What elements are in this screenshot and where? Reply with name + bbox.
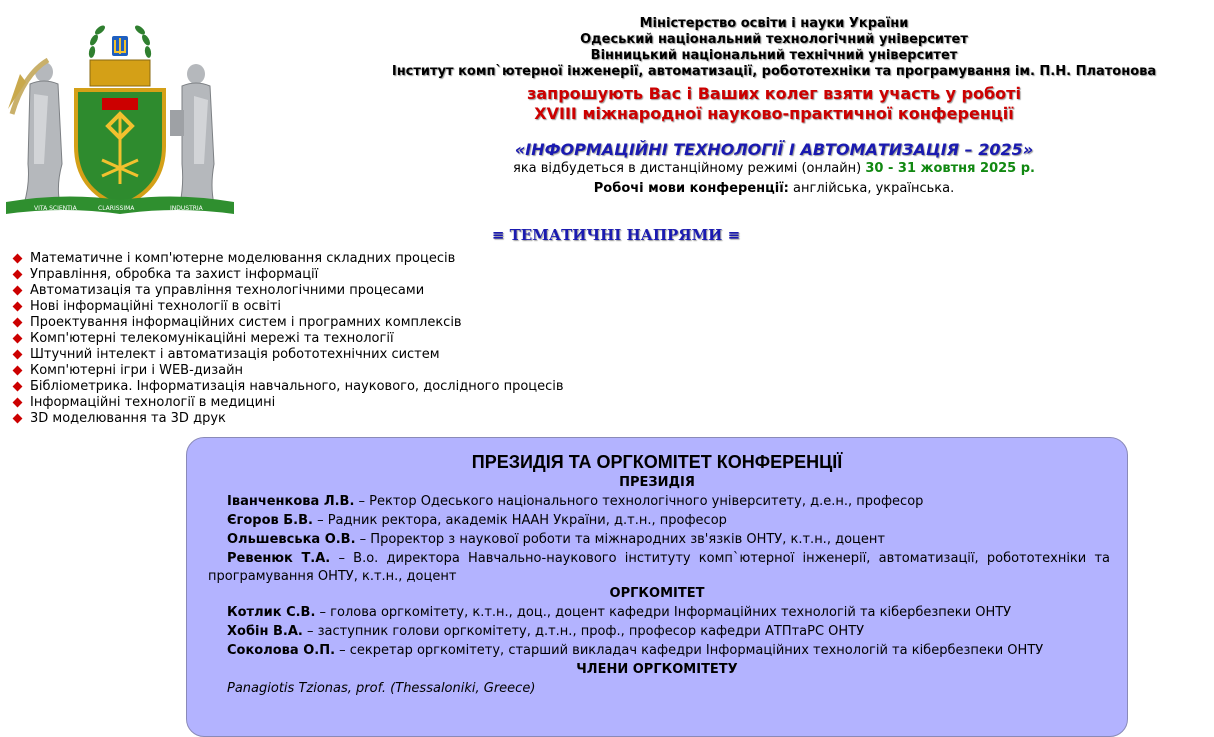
diamond-bullet-icon bbox=[13, 301, 23, 311]
ribbon-left-text: VITA SCIENTIA bbox=[34, 205, 77, 212]
list-item: Математичне і комп'ютерне моделювання складних процесів bbox=[12, 251, 564, 267]
conference-dates: 30 - 31 жовтня 2025 р. bbox=[865, 161, 1035, 176]
invite-line-1: запрошують Вас і Ваших колег взяти участь у роботі bbox=[527, 84, 1021, 103]
diamond-bullet-icon bbox=[13, 317, 23, 327]
university-emblem bbox=[4, 14, 236, 216]
orgcommittee-member: Котлик С.В. – голова оргкомітету, к.т.н., доц., доцент кафедри Інформаційних технологій та кібербезпеки ОНТУ bbox=[227, 605, 1012, 620]
org-line-ontu: Одеський національний технологічний університет bbox=[580, 32, 968, 47]
list-item: Комп'ютерні телекомунікаційні мережі та технології bbox=[12, 331, 564, 347]
trident-icon bbox=[112, 36, 128, 56]
list-item: Автоматизація та управління технологічними процесами bbox=[12, 283, 564, 299]
list-item: Проектування інформаційних систем і програмних комплексів bbox=[12, 315, 564, 331]
committee-title: ПРЕЗИДІЯ ТА ОРГКОМІТЕТ КОНФЕРЕНЦІЇ bbox=[471, 452, 843, 472]
list-item: Бібліометрика. Інформатизація навчального, наукового, дослідного процесів bbox=[12, 379, 564, 395]
list-item: Штучний інтелект і автоматизація робототехнічних систем bbox=[12, 347, 564, 363]
orgcommittee-heading: ОРГКОМІТЕТ bbox=[609, 586, 705, 601]
ribbon-center-text: CLARISSIMA bbox=[98, 205, 135, 212]
presidium-heading: ПРЕЗИДІЯ bbox=[619, 475, 695, 490]
languages-value: англійська, українська. bbox=[788, 181, 955, 196]
topics-heading: ≡ ТЕМАТИЧНІ НАПРЯМИ ≡ bbox=[491, 226, 741, 244]
diamond-bullet-icon bbox=[13, 285, 23, 295]
right-statue-icon bbox=[170, 64, 214, 204]
list-item: Управління, обробка та захист інформації bbox=[12, 267, 564, 283]
topics-list bbox=[12, 251, 564, 427]
orgcommittee-member: Хобін В.А. – заступник голови оргкомітету, д.т.н., проф., професор кафедри АТПтаРС ОНТУ bbox=[227, 624, 865, 639]
invite-line-2: XVIII міжнародної науково-практичної конференції bbox=[534, 104, 1014, 123]
languages-label: Робочі мови конференції: bbox=[593, 181, 789, 196]
orgcommittee-member: Соколова О.П. – секретар оргкомітету, старший викладач кафедри Інформаційних технологій та кібербезпеки ОНТУ bbox=[227, 643, 1044, 658]
conference-languages bbox=[360, 179, 1188, 199]
mode-text: яка відбудеться в дистанційному режимі (онлайн) bbox=[513, 161, 866, 176]
conference-title: «ІНФОРМАЦІЙНІ ТЕХНОЛОГІЇ І АВТОМАТИЗАЦІЯ – 2025» bbox=[514, 140, 1034, 159]
diamond-bullet-icon bbox=[13, 365, 23, 375]
committee-panel bbox=[186, 437, 1128, 737]
presidium-member: Ольшевська О.В. – Проректор з наукової роботи та міжнародних зв'язків ОНТУ, к.т.н., доцент bbox=[227, 532, 885, 547]
diamond-bullet-icon bbox=[13, 381, 23, 391]
list-item: Комп'ютерні ігри і WEB-дизайн bbox=[12, 363, 564, 379]
diamond-bullet-icon bbox=[13, 413, 23, 423]
presidium-member: Ревенюк Т.А. – В.о. директора Навчально-наукового інституту комп`ютерної інженерії, автоматизації, робототехніки та програмування ОНТУ, к.т.н., доцент bbox=[208, 551, 1110, 584]
diamond-bullet-icon bbox=[13, 253, 23, 263]
list-item: 3D моделювання та 3D друк bbox=[12, 411, 564, 427]
presidium-member: Єгоров Б.В. – Радник ректора, академік НААН України, д.т.н., професор bbox=[227, 513, 727, 528]
org-line-institute: Інститут комп`ютерної інженерії, автоматизації, робототехніки та програмування ім. П.Н. Платонова bbox=[391, 64, 1157, 79]
diamond-bullet-icon bbox=[13, 269, 23, 279]
diamond-bullet-icon bbox=[13, 349, 23, 359]
books-icon bbox=[90, 60, 150, 86]
org-line-ministry: Міністерство освіти і науки України bbox=[639, 16, 909, 31]
page-header bbox=[360, 16, 1188, 199]
list-item: Інформаційні технології в медицині bbox=[12, 395, 564, 411]
ribbon-right-text: INDUSTRIA bbox=[170, 205, 203, 212]
presidium-member: Іванченкова Л.В. – Ректор Одеського національного технологічного університету, д.е.н., професор bbox=[227, 494, 924, 509]
diamond-bullet-icon bbox=[13, 333, 23, 343]
shield-icon bbox=[76, 90, 164, 206]
org-line-vntu: Вінницький національний технічний університет bbox=[590, 48, 958, 63]
diamond-bullet-icon bbox=[13, 397, 23, 407]
committee-member: Panagiotis Tzionas, prof. (Thessaloniki, Greece) bbox=[227, 681, 536, 696]
list-item: Нові інформаційні технології в освіті bbox=[12, 299, 564, 315]
left-statue-icon bbox=[8, 60, 62, 204]
conference-mode bbox=[360, 159, 1188, 179]
members-heading: ЧЛЕНИ ОРГКОМІТЕТУ bbox=[576, 662, 738, 677]
